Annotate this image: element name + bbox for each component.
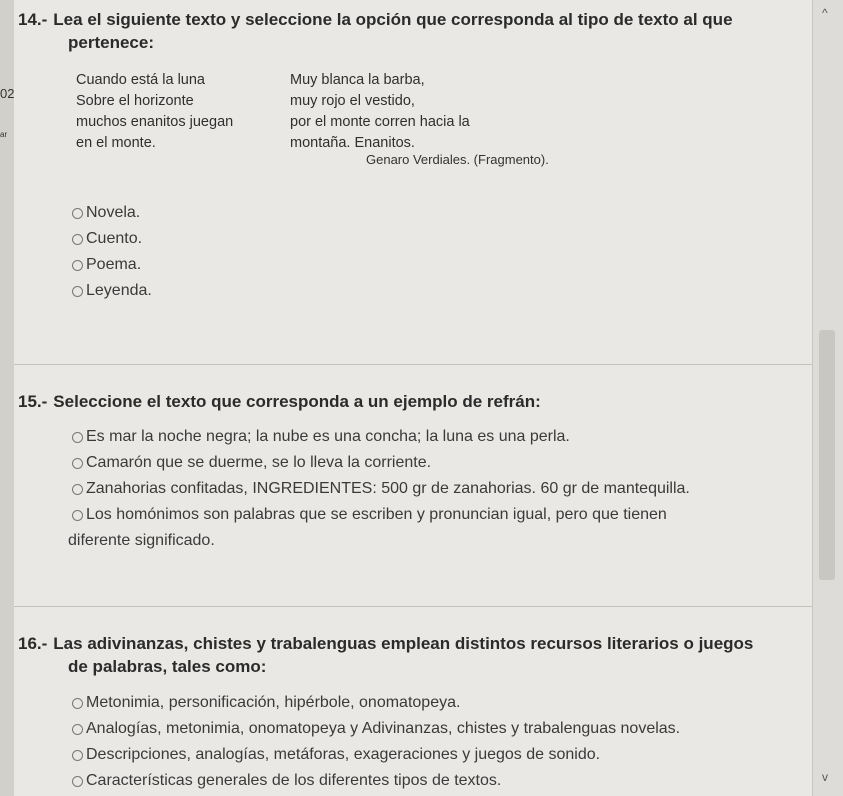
option-label: Metonimia, personificación, hipérbole, onomatopeya. [86, 694, 461, 711]
poem-line: por el monte corren hacia la [290, 114, 470, 130]
scrollbar-thumb[interactable] [819, 330, 835, 580]
question-16-title [18, 632, 808, 678]
option-label: Poema. [86, 256, 142, 273]
option-label: Leyenda. [86, 282, 152, 299]
option-15-d[interactable] [72, 502, 802, 528]
poem-line: Muy blanca la barba, [290, 72, 425, 88]
option-label: Camarón que se duerme, se lo lleva la corriente. [86, 454, 432, 471]
question-16 [18, 632, 808, 678]
radio-button[interactable] [72, 698, 83, 709]
radio-button[interactable] [72, 750, 83, 761]
option-novela[interactable] [72, 200, 152, 226]
poem-credit: Genaro Verdiales. (Fragmento). [366, 152, 549, 167]
poem-line: en el monte. [76, 135, 156, 151]
question-15 [18, 390, 808, 413]
option-label: Características generales de los diferentes tipos de textos. [86, 772, 502, 789]
question-number: 14.- [18, 10, 48, 29]
left-panel-strip [0, 0, 15, 796]
radio-button[interactable] [72, 432, 83, 443]
question-16-text-line2: de palabras, tales como: [68, 657, 267, 676]
question-14 [18, 8, 808, 54]
radio-button[interactable] [72, 724, 83, 735]
left-strip-label-small: ar [0, 130, 8, 139]
option-label: Cuento. [86, 230, 143, 247]
question-number: 15.- [18, 392, 48, 411]
radio-button[interactable] [72, 458, 83, 469]
option-cuento[interactable] [72, 226, 152, 252]
question-divider [14, 364, 813, 365]
radio-button[interactable] [72, 484, 83, 495]
radio-button[interactable] [72, 510, 83, 521]
poem-line: Sobre el horizonte [76, 93, 194, 109]
question-14-text-line1: Lea el siguiente texto y seleccione la opción que corresponda al tipo de texto al que [53, 10, 733, 29]
poem-right-column [290, 70, 470, 154]
option-label: Analogías, metonimia, onomatopeya y Adivinanzas, chistes y trabalenguas novelas. [86, 720, 681, 737]
question-14-text-line2: pertenece: [68, 33, 154, 52]
option-15-a[interactable] [72, 424, 802, 450]
option-label-continuation: diferente significado. [68, 532, 215, 549]
poem-line: muy rojo el vestido, [290, 93, 415, 109]
question-number: 16.- [18, 634, 48, 653]
option-label: Es mar la noche negra; la nube es una concha; la luna es una perla. [86, 428, 570, 445]
question-15-text: Seleccione el texto que corresponda a un ejemplo de refrán: [53, 392, 541, 411]
poem-line: muchos enanitos juegan [76, 114, 234, 130]
option-15-d-continuation [68, 528, 802, 554]
option-label: Zanahorias confitadas, INGREDIENTES: 500 gr de zanahorias. 60 gr de mantequilla. [86, 480, 690, 497]
option-16-c[interactable] [72, 742, 802, 768]
radio-button[interactable] [72, 260, 83, 271]
option-15-b[interactable] [72, 450, 802, 476]
option-label: Novela. [86, 204, 141, 221]
poem-left-column [76, 70, 233, 154]
radio-button[interactable] [72, 286, 83, 297]
question-14-title [18, 8, 808, 54]
radio-button[interactable] [72, 208, 83, 219]
question-16-text-line1: Las adivinanzas, chistes y trabalenguas emplean distintos recursos literarios o juegos [53, 634, 754, 653]
question-divider [14, 606, 813, 607]
scroll-down-icon[interactable]: v [822, 770, 828, 784]
option-label: Descripciones, analogías, metáforas, exageraciones y juegos de sonido. [86, 746, 601, 763]
radio-button[interactable] [72, 776, 83, 787]
option-leyenda[interactable] [72, 278, 152, 304]
question-14-options [72, 200, 152, 304]
option-16-b[interactable] [72, 716, 802, 742]
left-strip-label: 02 [0, 86, 15, 101]
option-16-a[interactable] [72, 690, 802, 716]
radio-button[interactable] [72, 234, 83, 245]
poem-line: montaña. Enanitos. [290, 135, 415, 151]
scroll-up-icon[interactable]: ^ [822, 6, 828, 20]
question-15-title [18, 390, 808, 413]
poem-line: Cuando está la luna [76, 72, 205, 88]
option-16-d[interactable] [72, 768, 802, 794]
quiz-page [14, 0, 813, 796]
option-label: Los homónimos son palabras que se escriben y pronuncian igual, pero que tienen [86, 506, 667, 523]
question-16-options [72, 690, 802, 794]
option-poema[interactable] [72, 252, 152, 278]
question-15-options [68, 424, 802, 554]
vertical-scrollbar[interactable] [812, 0, 843, 796]
option-15-c[interactable] [72, 476, 802, 502]
